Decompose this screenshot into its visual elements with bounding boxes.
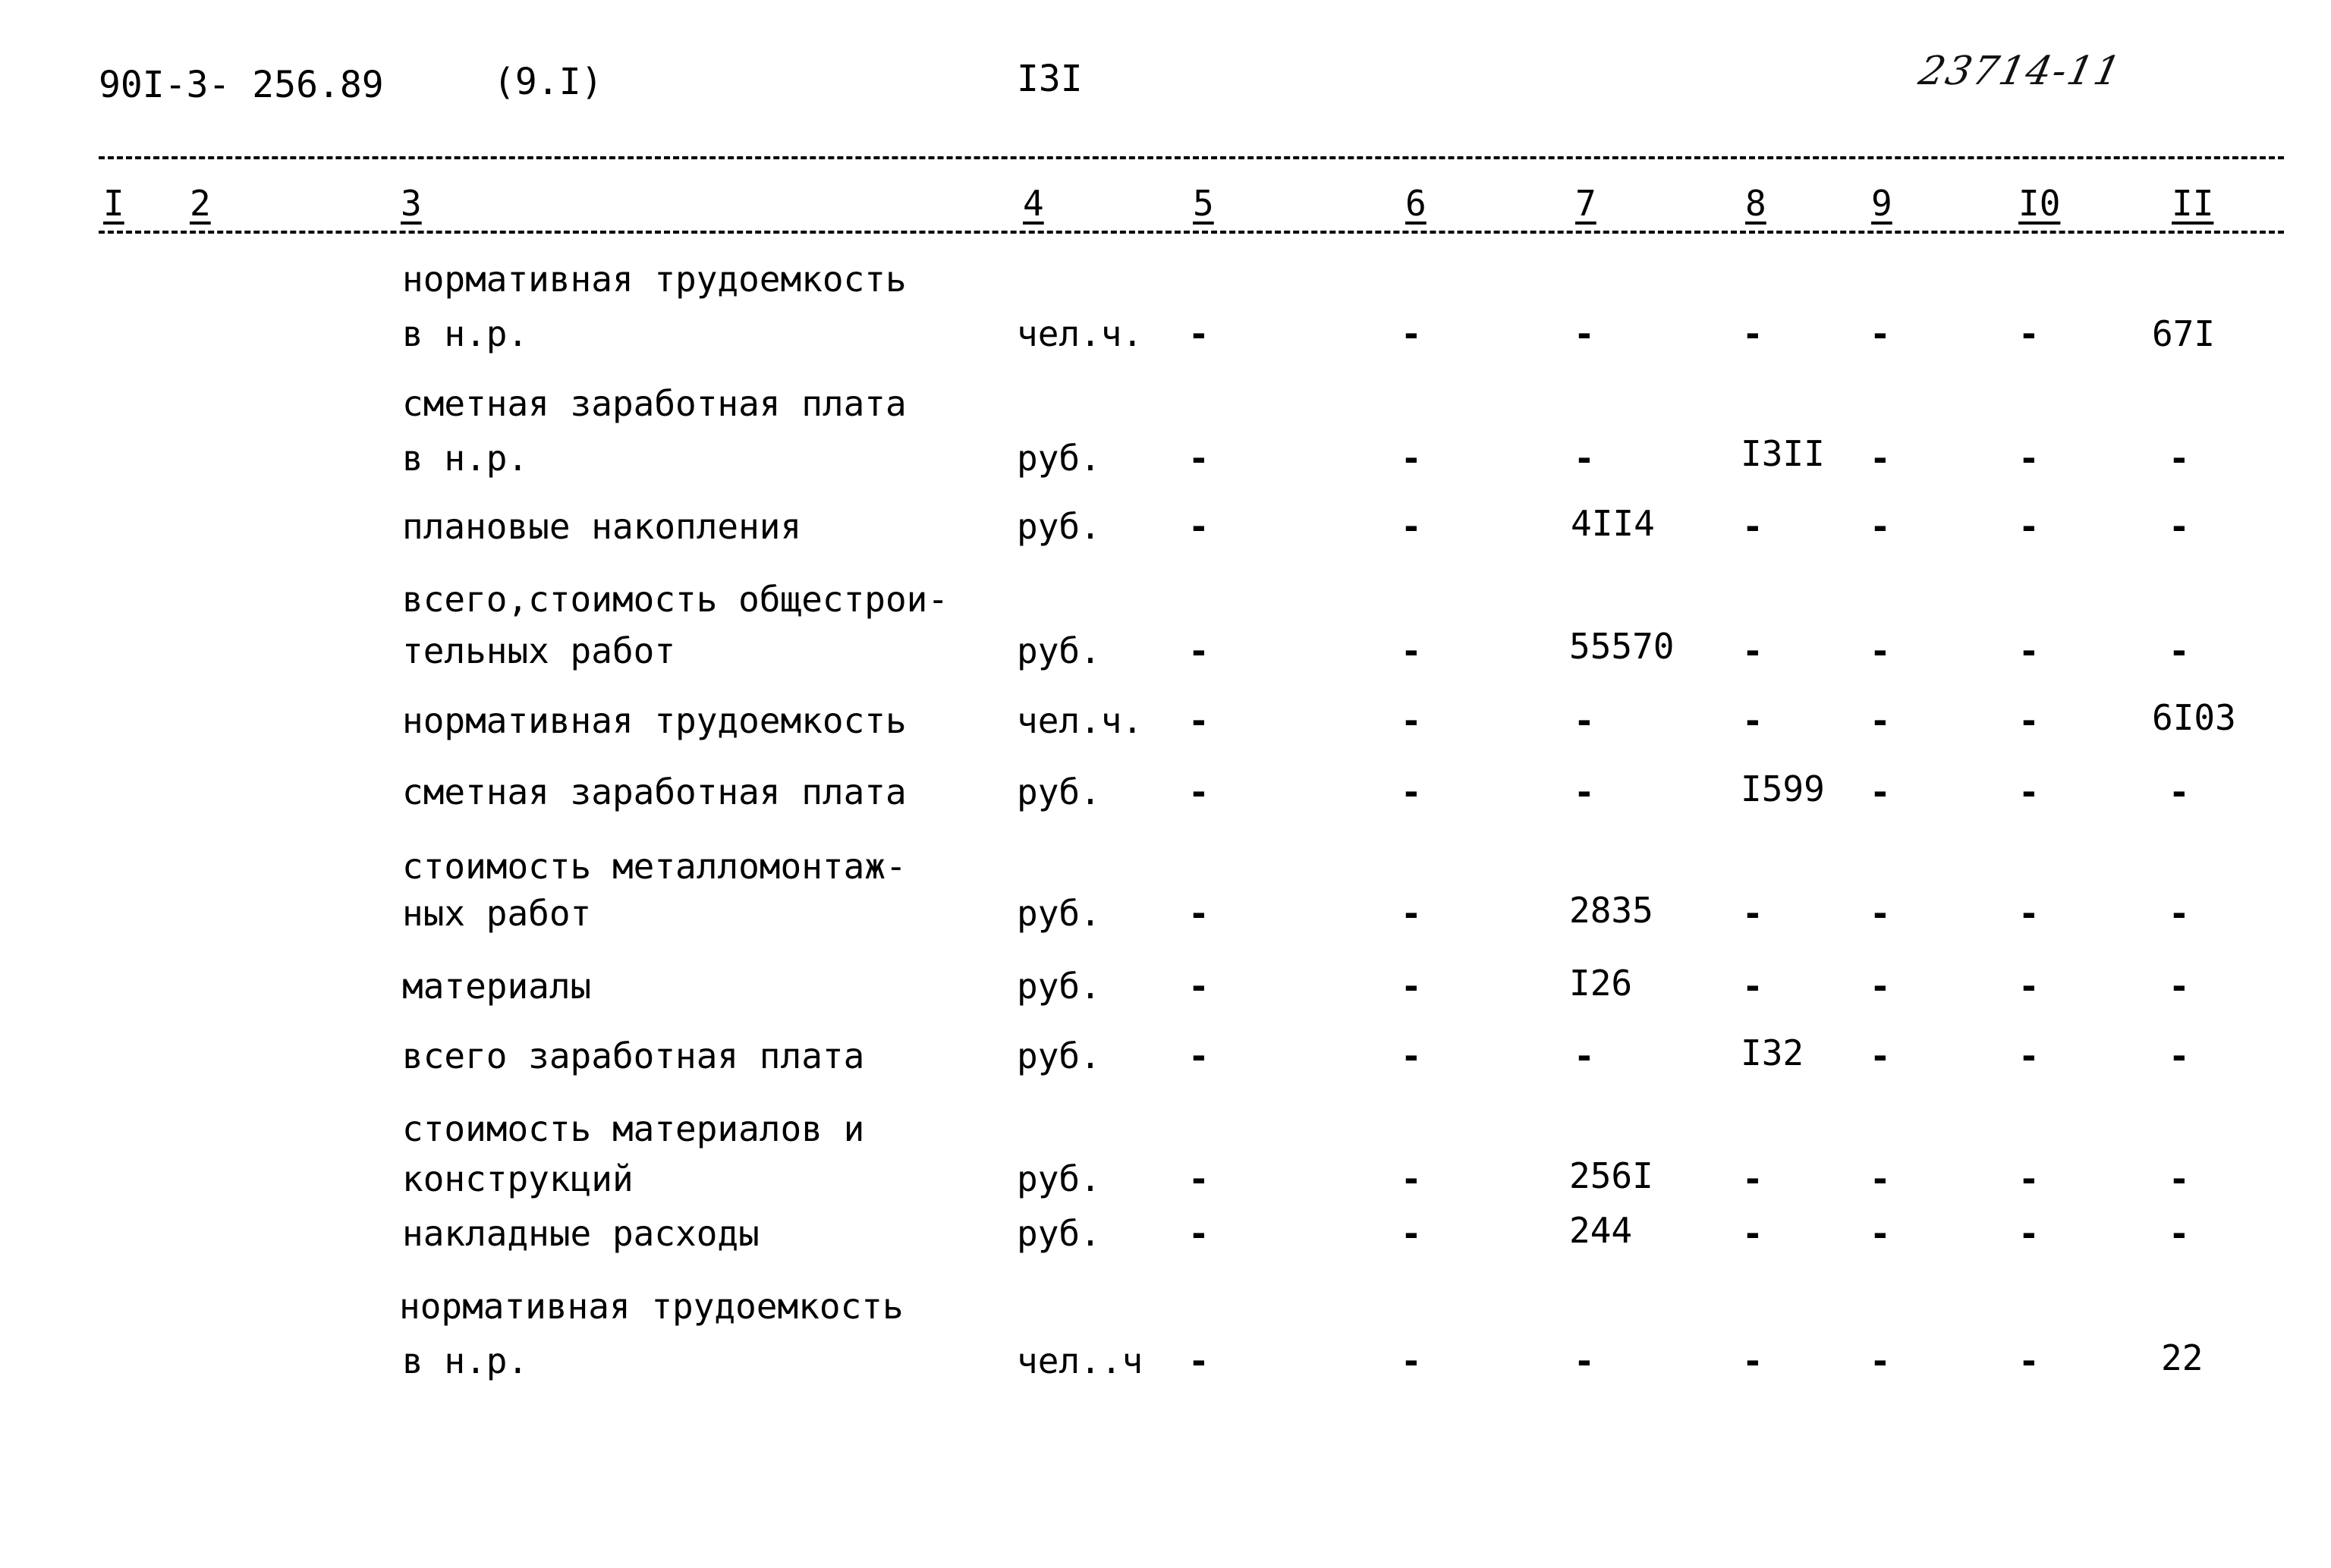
row-unit: руб. bbox=[1017, 1035, 1101, 1076]
column-header-6: 6 bbox=[1405, 183, 1427, 224]
row-unit: чел..ч bbox=[1017, 1340, 1143, 1381]
cell-col-9: - bbox=[1870, 893, 1891, 934]
column-header-8: 8 bbox=[1745, 183, 1766, 224]
cell-col-9: - bbox=[1870, 1158, 1891, 1199]
row-label-line-1: стоимость металломонтаж- bbox=[402, 846, 907, 887]
cell-col-10: - bbox=[2018, 438, 2040, 479]
row-label-line-1: плановые накопления bbox=[402, 506, 802, 547]
cell-col-10: - bbox=[2018, 630, 2040, 671]
cell-col-8: I599 bbox=[1741, 768, 1825, 809]
cell-col-7: 2835 bbox=[1569, 890, 1653, 931]
row-unit: руб. bbox=[1017, 1213, 1101, 1254]
cell-col-6: - bbox=[1401, 1158, 1422, 1199]
cell-col-6: - bbox=[1401, 313, 1422, 354]
cell-col-5: - bbox=[1188, 771, 1210, 812]
cell-col-10: - bbox=[2018, 966, 2040, 1007]
row-unit: руб. bbox=[1017, 893, 1101, 934]
cell-col-6: - bbox=[1401, 771, 1422, 812]
cell-col-8: - bbox=[1742, 893, 1763, 934]
cell-col-11: - bbox=[2169, 893, 2190, 934]
cell-col-10: - bbox=[2018, 771, 2040, 812]
cell-col-7: - bbox=[1574, 1035, 1595, 1076]
cell-col-7: I26 bbox=[1569, 963, 1633, 1004]
row-unit: руб. bbox=[1017, 506, 1101, 547]
row-label-line-1: сметная заработная плата bbox=[402, 771, 907, 812]
cell-col-7: - bbox=[1574, 700, 1595, 741]
cell-col-11: - bbox=[2169, 1213, 2190, 1254]
cell-col-10: - bbox=[2018, 1340, 2040, 1381]
column-header-5: 5 bbox=[1193, 183, 1214, 224]
cell-col-9: - bbox=[1870, 630, 1891, 671]
row-label-line-1: накладные расходы bbox=[402, 1213, 760, 1254]
cell-col-5: - bbox=[1188, 700, 1210, 741]
cell-col-6: - bbox=[1401, 1035, 1422, 1076]
column-header-10: I0 bbox=[2018, 183, 2061, 224]
cell-col-11: - bbox=[2169, 438, 2190, 479]
cell-col-8: - bbox=[1742, 506, 1763, 547]
cell-col-5: - bbox=[1188, 893, 1210, 934]
row-unit: руб. bbox=[1017, 1158, 1101, 1199]
cell-col-10: - bbox=[2018, 1158, 2040, 1199]
cell-col-9: - bbox=[1870, 1340, 1891, 1381]
cell-col-6: - bbox=[1401, 630, 1422, 671]
cell-col-7: 4II4 bbox=[1571, 503, 1655, 544]
cell-col-11: 22 bbox=[2161, 1337, 2204, 1378]
cell-col-6: - bbox=[1401, 438, 1422, 479]
cell-col-10: - bbox=[2018, 313, 2040, 354]
row-unit: руб. bbox=[1017, 771, 1101, 812]
column-header-11: II bbox=[2172, 183, 2214, 224]
section-number: (9.I) bbox=[493, 61, 603, 103]
cell-col-5: - bbox=[1188, 1340, 1210, 1381]
column-header-7: 7 bbox=[1575, 183, 1596, 224]
cell-col-10: - bbox=[2018, 1035, 2040, 1076]
row-label-line-2: конструкций bbox=[402, 1158, 634, 1199]
row-label-line-2: в н.р. bbox=[402, 313, 529, 354]
cell-col-9: - bbox=[1870, 313, 1891, 354]
row-label-line-1: нормативная трудоемкость bbox=[402, 700, 907, 741]
cell-col-9: - bbox=[1870, 438, 1891, 479]
cell-col-6: - bbox=[1401, 506, 1422, 547]
header-dashed-rule bbox=[99, 231, 2284, 234]
cell-col-5: - bbox=[1188, 1158, 1210, 1199]
cell-col-5: - bbox=[1188, 438, 1210, 479]
cell-col-9: - bbox=[1870, 506, 1891, 547]
cell-col-8: - bbox=[1742, 630, 1763, 671]
row-label-line-2: в н.р. bbox=[402, 1340, 529, 1381]
cell-col-9: - bbox=[1870, 1213, 1891, 1254]
cell-col-11: - bbox=[2169, 506, 2190, 547]
cell-col-7: - bbox=[1574, 1340, 1595, 1381]
row-unit: чел.ч. bbox=[1017, 700, 1143, 741]
row-unit: руб. bbox=[1017, 630, 1101, 671]
row-label-line-1: всего заработная плата bbox=[402, 1035, 865, 1076]
column-header-3: 3 bbox=[401, 183, 422, 224]
cell-col-11: - bbox=[2169, 1158, 2190, 1199]
cell-col-11: - bbox=[2169, 1035, 2190, 1076]
row-label-line-1: всего,стоимость общестрои- bbox=[402, 579, 949, 620]
row-label-line-1: нормативная трудоемкость bbox=[402, 259, 907, 300]
cell-col-9: - bbox=[1870, 771, 1891, 812]
cell-col-7: 55570 bbox=[1569, 626, 1675, 667]
row-unit: руб. bbox=[1017, 438, 1101, 479]
row-label-line-2: в н.р. bbox=[402, 438, 529, 479]
cell-col-5: - bbox=[1188, 1213, 1210, 1254]
cell-col-5: - bbox=[1188, 966, 1210, 1007]
row-unit: руб. bbox=[1017, 966, 1101, 1007]
cell-col-11: - bbox=[2169, 630, 2190, 671]
row-label-line-1: сметная заработная плата bbox=[402, 383, 907, 424]
cell-col-10: - bbox=[2018, 893, 2040, 934]
cell-col-11: - bbox=[2169, 966, 2190, 1007]
row-label-line-1: стоимость материалов и bbox=[402, 1108, 865, 1149]
row-label-line-1: нормативная трудоемкость bbox=[399, 1286, 904, 1327]
column-header-4: 4 bbox=[1023, 183, 1044, 224]
cell-col-7: 244 bbox=[1569, 1210, 1633, 1251]
handwritten-archive-number: 23714-11 bbox=[1914, 49, 2126, 94]
cell-col-9: - bbox=[1870, 966, 1891, 1007]
cell-col-5: - bbox=[1188, 506, 1210, 547]
cell-col-8: - bbox=[1742, 1213, 1763, 1254]
cell-col-9: - bbox=[1870, 1035, 1891, 1076]
cell-col-8: - bbox=[1742, 313, 1763, 354]
cell-col-10: - bbox=[2018, 506, 2040, 547]
cell-col-5: - bbox=[1188, 1035, 1210, 1076]
page-number: I3I bbox=[1017, 58, 1083, 100]
cell-col-10: - bbox=[2018, 700, 2040, 741]
cell-col-9: - bbox=[1870, 700, 1891, 741]
row-label-line-2: ных работ bbox=[402, 893, 592, 934]
cell-col-7: - bbox=[1574, 438, 1595, 479]
cell-col-11: 67I bbox=[2152, 313, 2216, 354]
row-unit: чел.ч. bbox=[1017, 313, 1143, 354]
column-header-9: 9 bbox=[1871, 183, 1892, 224]
row-label-line-1: материалы bbox=[402, 966, 592, 1007]
cell-col-8: I32 bbox=[1741, 1032, 1804, 1073]
cell-col-6: - bbox=[1401, 893, 1422, 934]
cell-col-5: - bbox=[1188, 313, 1210, 354]
cell-col-7: - bbox=[1574, 313, 1595, 354]
cell-col-8: - bbox=[1742, 1158, 1763, 1199]
cell-col-5: - bbox=[1188, 630, 1210, 671]
column-header-2: 2 bbox=[190, 183, 211, 224]
cell-col-8: I3II bbox=[1741, 433, 1825, 474]
cell-col-6: - bbox=[1401, 700, 1422, 741]
cell-col-11: 6I03 bbox=[2152, 697, 2236, 738]
top-dashed-rule bbox=[99, 156, 2284, 159]
cell-col-10: - bbox=[2018, 1213, 2040, 1254]
column-header-1: I bbox=[103, 183, 124, 224]
cell-col-6: - bbox=[1401, 966, 1422, 1007]
cell-col-11: - bbox=[2169, 771, 2190, 812]
cell-col-6: - bbox=[1401, 1340, 1422, 1381]
row-label-line-2: тельных работ bbox=[402, 630, 676, 671]
cell-col-7: 256I bbox=[1569, 1155, 1653, 1196]
cell-col-8: - bbox=[1742, 1340, 1763, 1381]
cell-col-8: - bbox=[1742, 700, 1763, 741]
cell-col-7: - bbox=[1574, 771, 1595, 812]
cell-col-6: - bbox=[1401, 1213, 1422, 1254]
document-code: 90I-3- 256.89 bbox=[99, 64, 384, 106]
cell-col-8: - bbox=[1742, 966, 1763, 1007]
